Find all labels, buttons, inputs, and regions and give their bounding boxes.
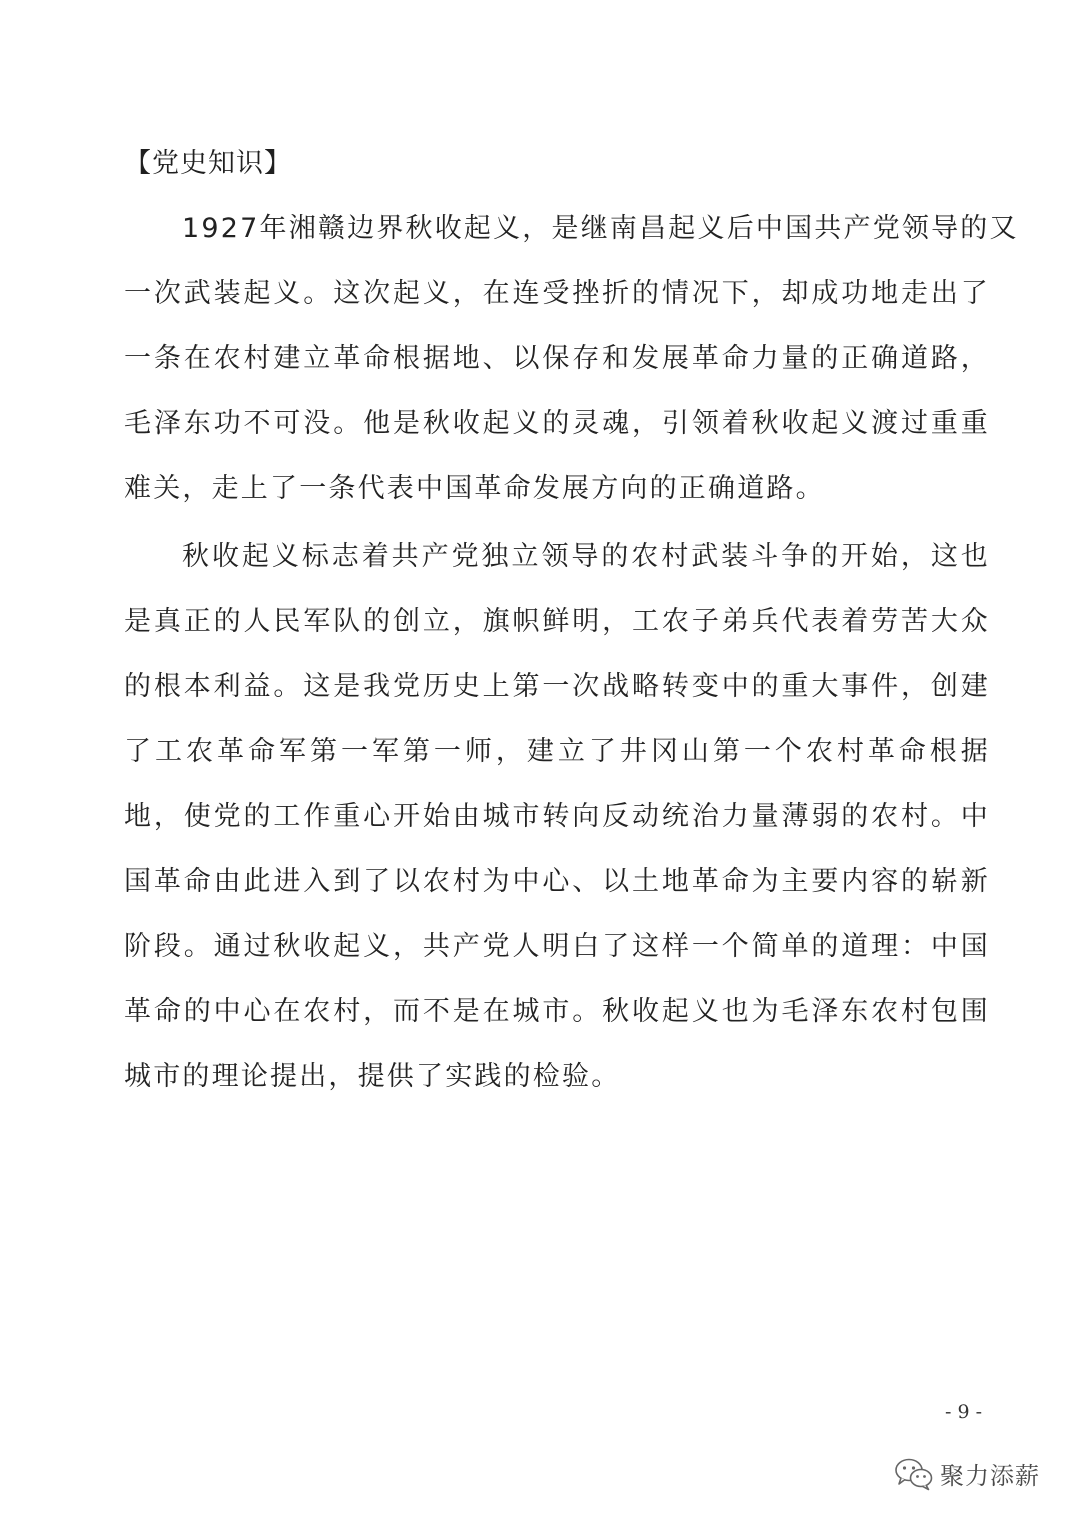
watermark [894, 1456, 1040, 1491]
paragraph-line: 难关，走上了一条代表中国革命发展方向的正确道路。 [124, 473, 825, 504]
paragraph-line: 秋收起义标志着共产党独立领导的农村武装斗争的开始，这也 [182, 541, 990, 572]
paragraph-line: 的根本利益。这是我党历史上第一次战略转变中的重大事件，创建 [124, 671, 990, 702]
paragraph-line: 革命的中心在农村，而不是在城市。秋收起义也为毛泽东农村包围 [124, 996, 990, 1027]
paragraph-2 [124, 524, 990, 1109]
wechat-icon [894, 1457, 934, 1491]
section-title: 【党史知识】 [124, 148, 292, 179]
paragraph-line: 了工农革命军第一军第一师，建立了井冈山第一个农村革命根据 [124, 736, 990, 767]
paragraph-1 [124, 196, 1019, 521]
paragraph-line: 毛泽东功不可没。他是秋收起义的灵魂，引领着秋收起义渡过重重 [124, 408, 990, 439]
paragraph-line: 地，使党的工作重心开始由城市转向反动统治力量薄弱的农村。中 [124, 801, 990, 832]
paragraph-line: 是真正的人民军队的创立，旗帜鲜明，工农子弟兵代表着劳苦大众 [124, 606, 990, 637]
paragraph-line: 阶段。通过秋收起义，共产党人明白了这样一个简单的道理：中国 [124, 931, 990, 962]
paragraph-line: 1927年湘赣边界秋收起义，是继南昌起义后中国共产党领导的又 [182, 213, 1019, 244]
paragraph-line: 国革命由此进入到了以农村为中心、以土地革命为主要内容的崭新 [124, 866, 990, 897]
paragraph-line: 城市的理论提出，提供了实践的检验。 [124, 1061, 621, 1092]
page-number: - 9 - [945, 1401, 983, 1423]
watermark-text: 聚力添薪 [940, 1462, 1040, 1490]
paragraph-line: 一次武装起义。这次起义，在连受挫折的情况下，却成功地走出了 [124, 278, 990, 309]
paragraph-line: 一条在农村建立革命根据地、以保存和发展革命力量的正确道路， [124, 343, 990, 374]
